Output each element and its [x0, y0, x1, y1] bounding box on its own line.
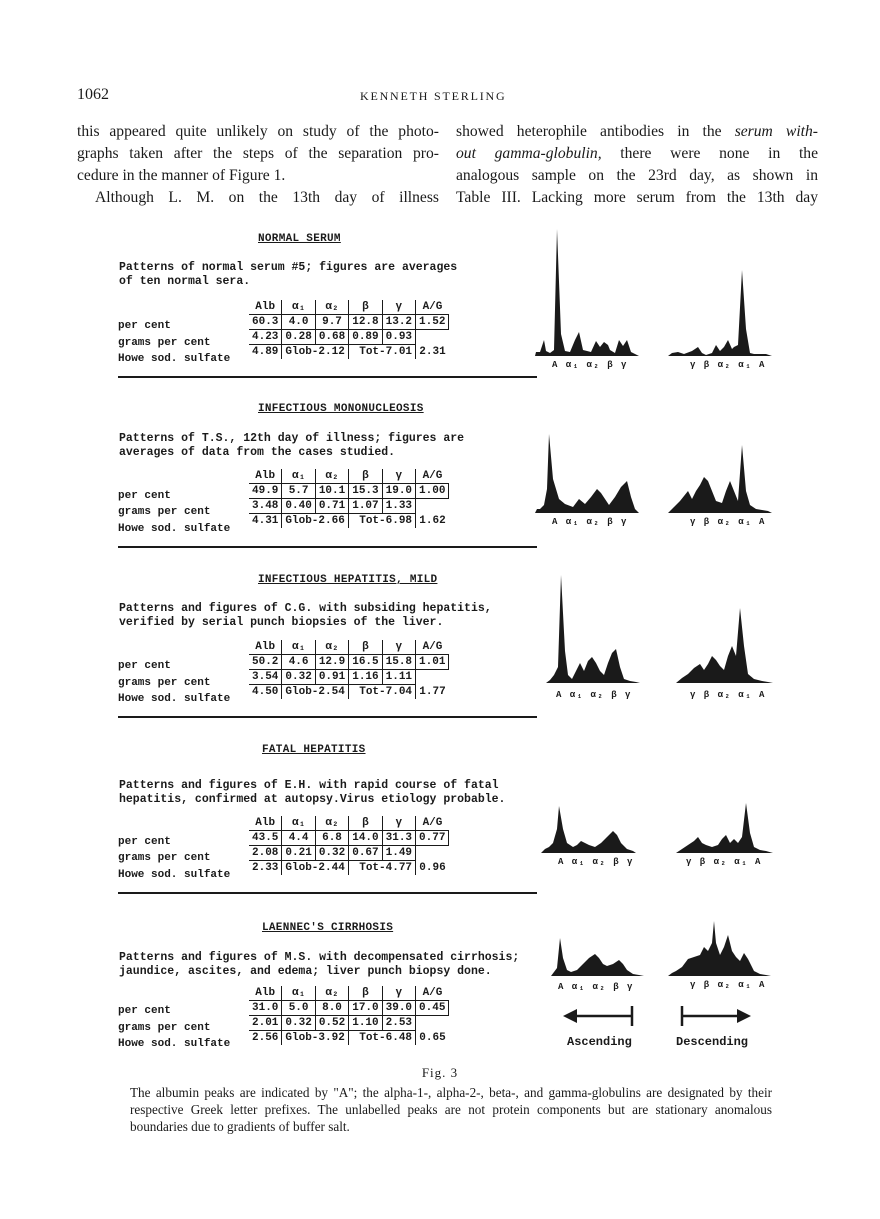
cell: 15.3: [349, 484, 382, 499]
column-header: α₁: [282, 986, 315, 1001]
cell: 17.0: [349, 1001, 382, 1016]
column-header: β: [349, 640, 382, 655]
cell: 15.8: [382, 655, 415, 670]
column-header: α₂: [315, 469, 348, 484]
panel-description: [119, 779, 505, 807]
cell: 0.71: [315, 499, 348, 514]
body-text-left-column: [77, 121, 439, 209]
cell: 1.62: [419, 514, 446, 527]
cell: 14.0: [349, 831, 382, 846]
body-span-italic: serum with-: [734, 123, 818, 140]
cell: 2.01: [249, 1016, 282, 1031]
cell: 0.21: [282, 846, 315, 861]
panel-separator: [118, 546, 537, 548]
figure-caption: The albumin peaks are indicated by "A"; the alpha-1-, alpha-2-, beta-, and gamma-globulins are designated by their respective Greek letter prefixes. The unlabelled peaks are not protein components but are stationary anomalous boundaries due to gradients of buffer salt.: [130, 1085, 772, 1134]
panel-desc-line: Patterns and figures of E.H. with rapid course of fatal: [119, 779, 499, 792]
electrophoresis-trace-descending: [668, 917, 772, 978]
panel-desc-line: Patterns and figures of M.S. with decompensated cirrhosis;: [119, 951, 520, 964]
cell: 1.33: [382, 499, 415, 514]
column-header: Alb: [249, 986, 282, 1001]
cell: 12.9: [315, 655, 348, 670]
cell: 16.5: [349, 655, 382, 670]
column-header: A/G: [416, 300, 449, 315]
panel-desc-line: averages of data from the cases studied.: [119, 446, 396, 459]
column-header: β: [349, 300, 382, 315]
panel-desc-line: Patterns and figures of C.G. with subsiding hepatitis,: [119, 602, 492, 615]
peak-labels-descending: γ β α₂ α₁ A: [690, 360, 766, 370]
cell: 31.0: [249, 1001, 282, 1016]
cell: 0.32: [282, 670, 315, 685]
peak-labels-ascending: A α₁ α₂ β γ: [552, 360, 628, 370]
cell: 0.32: [282, 1016, 315, 1031]
panel-description: [119, 602, 492, 630]
cell: 3.54: [249, 670, 282, 685]
cell: 50.2: [249, 655, 282, 670]
column-header: β: [349, 816, 382, 831]
cell: 2.08: [249, 846, 282, 861]
cell: 2.53: [382, 1016, 415, 1031]
column-header: A/G: [416, 986, 449, 1001]
protein-table: [249, 300, 449, 359]
protein-table: [249, 469, 449, 528]
cell: 5.7: [282, 484, 315, 499]
column-header: β: [349, 986, 382, 1001]
descending-arrow-icon: [682, 1006, 751, 1026]
cell: Tot-7.04: [349, 685, 416, 700]
cell: 1.11: [382, 670, 415, 685]
cell: Tot-4.77: [349, 861, 416, 876]
row-label-grams: grams per cent: [118, 677, 211, 689]
cell: Tot-6.48: [349, 1031, 416, 1046]
row-label-grams: grams per cent: [118, 337, 211, 349]
body-span: there were none in the: [601, 145, 818, 162]
electrophoresis-trace-ascending: [535, 228, 640, 358]
column-header: α₂: [315, 300, 348, 315]
cell: 12.8: [349, 315, 382, 330]
cell: Glob-2.54: [282, 685, 349, 700]
column-header: α₂: [315, 816, 348, 831]
row-label-howe: Howe sod. sulfate: [118, 869, 231, 881]
cell: 49.9: [249, 484, 282, 499]
cell-empty: [416, 846, 449, 861]
column-header: γ: [382, 300, 415, 315]
column-header: A/G: [416, 469, 449, 484]
body-line: cedure in the manner of Figure 1.: [77, 167, 286, 184]
body-span-italic: out gamma-globulin,: [456, 145, 602, 162]
cell: 3.48: [249, 499, 282, 514]
column-header: α₁: [282, 816, 315, 831]
electrophoresis-trace-descending: [668, 265, 773, 358]
body-line: graphs taken after the steps of the separation pro-: [77, 145, 439, 162]
cell: 4.89: [249, 345, 282, 360]
cell: 4.4: [282, 831, 315, 846]
column-header: γ: [382, 986, 415, 1001]
cell: 0.32: [315, 846, 348, 861]
electrophoresis-trace-ascending: [535, 429, 640, 515]
peak-labels-descending: γ β α₂ α₁ A: [690, 517, 766, 527]
cell: 0.68: [315, 330, 348, 345]
peak-labels-ascending: A α₁ α₂ β γ: [552, 517, 628, 527]
electrophoresis-trace-ascending: [551, 932, 645, 978]
row-label-howe: Howe sod. sulfate: [118, 523, 231, 535]
cell: 0.93: [382, 330, 415, 345]
protein-table: [249, 986, 449, 1045]
panel-desc-line: jaundice, ascites, and edema; liver punch biopsy done.: [119, 965, 492, 978]
cell: 0.77: [416, 831, 449, 846]
panel-desc-line: hepatitis, confirmed at autopsy.Virus etiology probable.: [119, 793, 506, 806]
running-head: KENNETH STERLING: [360, 89, 507, 103]
electrophoresis-trace-ascending: [546, 571, 641, 685]
cell: Glob-2.44: [282, 861, 349, 876]
row-label-howe: Howe sod. sulfate: [118, 693, 231, 705]
panel-separator: [118, 716, 537, 718]
cell: 4.6: [282, 655, 315, 670]
cell-empty: [416, 670, 449, 685]
peak-labels-descending: γ β α₂ α₁ A: [690, 980, 766, 990]
cell: 4.23: [249, 330, 282, 345]
cell: 0.67: [349, 846, 382, 861]
row-label-howe: Howe sod. sulfate: [118, 1038, 231, 1050]
cell-empty: [416, 499, 449, 514]
column-header: α₁: [282, 300, 315, 315]
cell: Glob-3.92: [282, 1031, 349, 1046]
column-header: A/G: [416, 816, 449, 831]
body-line: analogous sample on the 23rd day, as shown in: [456, 167, 818, 184]
peak-labels-descending: γ β α₂ α₁ A: [686, 857, 762, 867]
panel-description: [119, 432, 464, 460]
column-header: Alb: [249, 300, 282, 315]
body-span: showed heterophile antibodies in the: [456, 123, 735, 140]
panel-title: NORMAL SERUM: [258, 233, 341, 245]
cell: 0.52: [315, 1016, 348, 1031]
panel-desc-line: verified by serial punch biopsies of the liver.: [119, 616, 444, 629]
panel-description: [119, 261, 457, 289]
cell: 4.0: [282, 315, 315, 330]
row-label-grams: grams per cent: [118, 852, 211, 864]
column-header: γ: [382, 640, 415, 655]
cell: 9.7: [315, 315, 348, 330]
cell: 10.1: [315, 484, 348, 499]
electrophoresis-trace-descending: [668, 441, 773, 515]
cell-empty: [416, 1016, 449, 1031]
peak-labels-ascending: A α₁ α₂ β γ: [556, 690, 632, 700]
panel-separator: [118, 892, 537, 894]
row-label-percent: per cent: [118, 320, 171, 332]
peak-labels-descending: γ β α₂ α₁ A: [690, 690, 766, 700]
row-label-percent: per cent: [118, 660, 171, 672]
row-label-howe: Howe sod. sulfate: [118, 353, 231, 365]
cell: 19.0: [382, 484, 415, 499]
cell: Tot-7.01: [349, 345, 416, 360]
cell: 0.91: [315, 670, 348, 685]
cell: 1.10: [349, 1016, 382, 1031]
column-header: Alb: [249, 816, 282, 831]
cell: 8.0: [315, 1001, 348, 1016]
cell: 43.5: [249, 831, 282, 846]
column-header: Alb: [249, 469, 282, 484]
cell: 2.56: [249, 1031, 282, 1046]
cell: 6.8: [315, 831, 348, 846]
body-line: [456, 143, 818, 165]
cell: 1.01: [416, 655, 449, 670]
cell: 0.40: [282, 499, 315, 514]
figure-label: Fig. 3: [421, 1065, 459, 1080]
cell: 4.50: [249, 685, 282, 700]
cell: 1.49: [382, 846, 415, 861]
cell: 2.33: [249, 861, 282, 876]
column-header: β: [349, 469, 382, 484]
electrophoresis-trace-ascending: [541, 803, 637, 855]
electrophoresis-trace-descending: [676, 799, 774, 855]
panel-title: LAENNEC'S CIRRHOSIS: [262, 922, 394, 934]
electrophoresis-trace-descending: [676, 604, 774, 685]
cell: Tot-6.98: [349, 514, 416, 529]
cell: 1.52: [416, 315, 449, 330]
body-text-right-column: [456, 121, 818, 209]
cell: 1.00: [416, 484, 449, 499]
column-header: A/G: [416, 640, 449, 655]
cell: 0.89: [349, 330, 382, 345]
cell: 1.77: [419, 685, 446, 698]
peak-labels-ascending: A α₁ α₂ β γ: [558, 857, 634, 867]
column-header: α₂: [315, 640, 348, 655]
row-label-percent: per cent: [118, 836, 171, 848]
cell: 5.0: [282, 1001, 315, 1016]
peak-labels-ascending: A α₁ α₂ β γ: [558, 982, 634, 992]
cell: Glob-2.12: [282, 345, 349, 360]
cell: 0.45: [416, 1001, 449, 1016]
panel-desc-line: of ten normal sera.: [119, 275, 251, 288]
column-header: γ: [382, 816, 415, 831]
ascending-label: Ascending: [567, 1035, 632, 1049]
column-header: α₁: [282, 469, 315, 484]
cell: 1.07: [349, 499, 382, 514]
protein-table: [249, 640, 449, 699]
panel-desc-line: Patterns of T.S., 12th day of illness; figures are: [119, 432, 465, 445]
protein-table: [249, 816, 449, 875]
column-header: α₂: [315, 986, 348, 1001]
panel-desc-line: Patterns of normal serum #5; figures are averages: [119, 261, 458, 274]
cell: 13.2: [382, 315, 415, 330]
page-number: 1062: [77, 86, 109, 103]
cell: 0.96: [419, 861, 446, 874]
body-line: Although L. M. on the 13th day of illness: [95, 189, 439, 206]
panel-description: [119, 951, 519, 979]
column-header: α₁: [282, 640, 315, 655]
column-header: Alb: [249, 640, 282, 655]
panel-separator: [118, 376, 537, 378]
panel-title: INFECTIOUS MONONUCLEOSIS: [258, 403, 424, 415]
panel-title: FATAL HEPATITIS: [262, 744, 366, 756]
cell-empty: [416, 330, 449, 345]
body-line: [456, 121, 818, 143]
row-label-grams: grams per cent: [118, 1022, 211, 1034]
cell: 60.3: [249, 315, 282, 330]
cell: 39.0: [382, 1001, 415, 1016]
cell: 1.16: [349, 670, 382, 685]
cell: 4.31: [249, 514, 282, 529]
panel-title: INFECTIOUS HEPATITIS, MILD: [258, 574, 438, 586]
cell: 2.31: [419, 345, 446, 358]
row-label-percent: per cent: [118, 1005, 171, 1017]
row-label-grams: grams per cent: [118, 506, 211, 518]
column-header: γ: [382, 469, 415, 484]
body-line: this appeared quite unlikely on study of the photo-: [77, 123, 439, 140]
ascending-arrow-icon: [563, 1006, 632, 1026]
cell: 0.65: [419, 1031, 446, 1044]
cell: Glob-2.66: [282, 514, 349, 529]
direction-arrows: [555, 1004, 785, 1059]
cell: 0.28: [282, 330, 315, 345]
descending-label: Descending: [676, 1035, 749, 1049]
row-label-percent: per cent: [118, 490, 171, 502]
cell: 31.3: [382, 831, 415, 846]
body-line: Table III. Lacking more serum from the 13th day: [456, 189, 818, 206]
